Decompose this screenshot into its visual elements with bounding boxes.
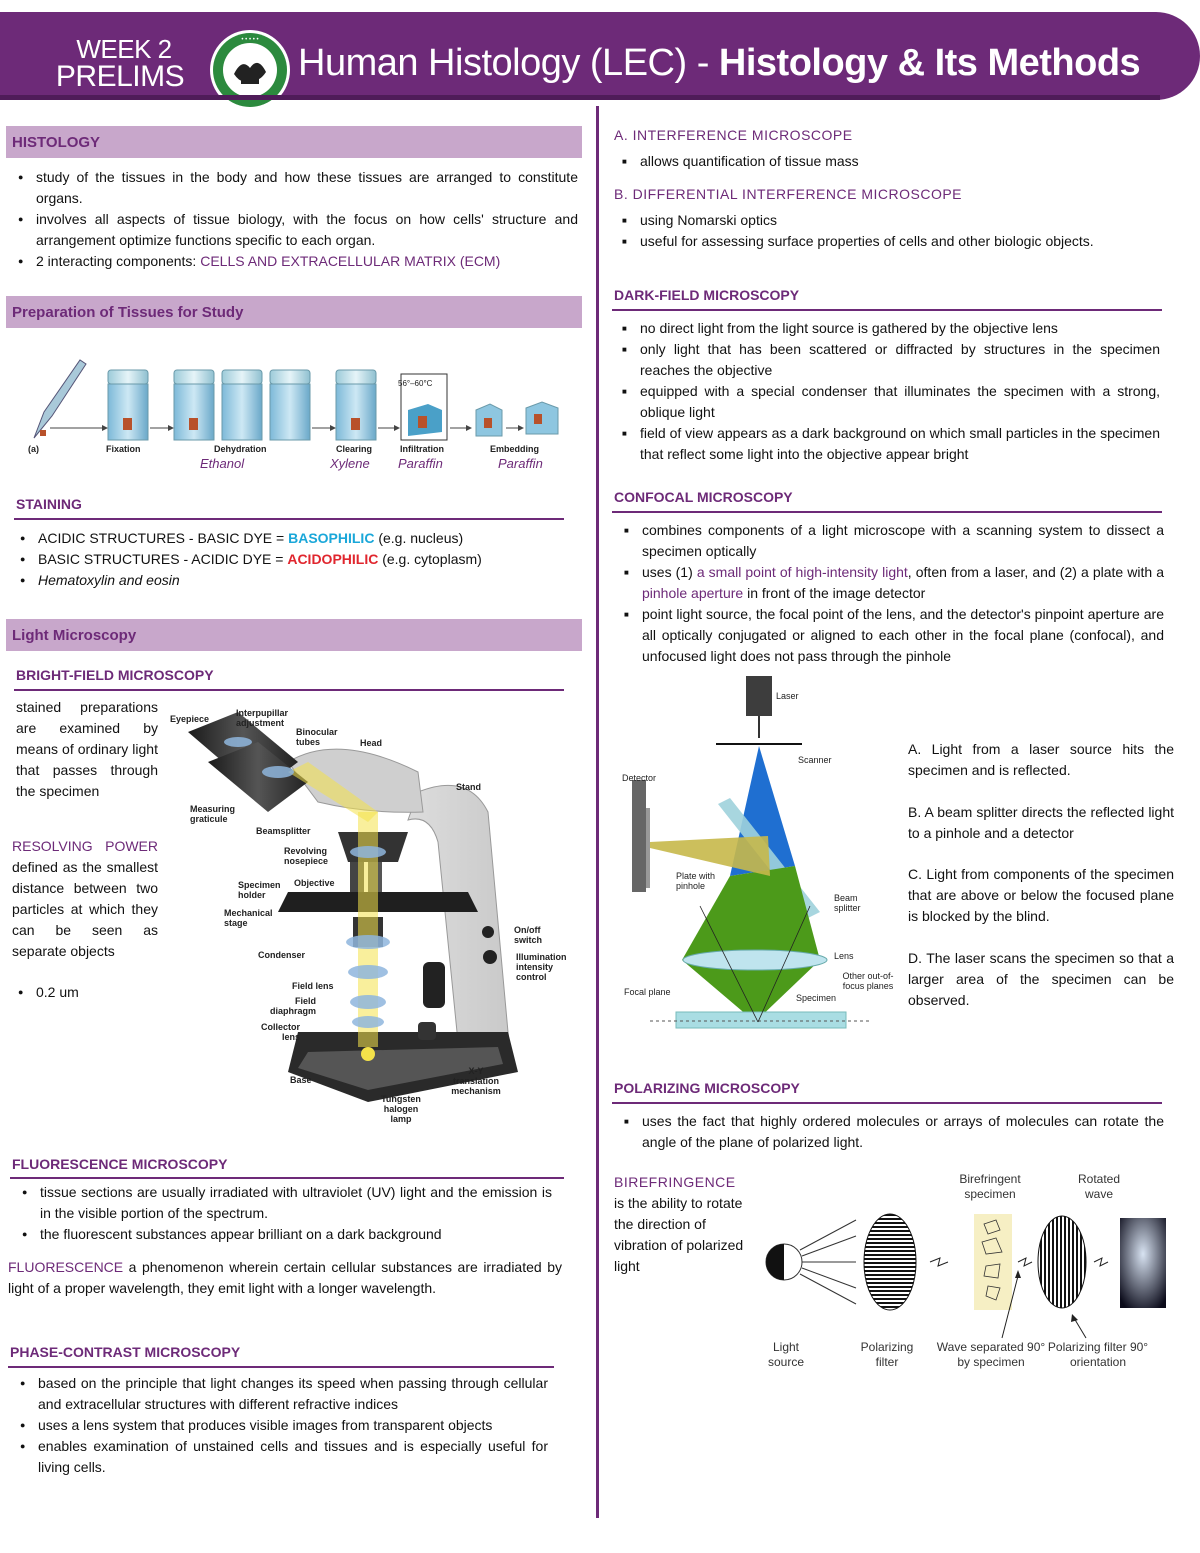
heading-underline (612, 511, 1162, 513)
confocal-list (620, 520, 1164, 667)
diagram-label: Rotated wave (1077, 1172, 1121, 1201)
list-item: ■ allows quantification of tissue mass (618, 151, 1178, 172)
confocal-note-c: C. Light from components of the specimen that are above or below the focused plane is blocked by the blind. (908, 866, 1174, 924)
step-label: Infiltration (400, 444, 444, 454)
microscope-label: Tungsten halogen lamp (381, 1094, 421, 1124)
confocal-heading: CONFOCAL MICROSCOPY (614, 489, 793, 505)
tissue-preparation-figure (20, 352, 580, 452)
clearing-jar (336, 370, 376, 440)
microscope-label: Revolving nosepiece (284, 846, 329, 866)
list-item: ■ point light source, the focal point of the lens, and the detector's pinpoint aperture are all optically conjugated or aligned to each other in the focal plane (confocal), and unfocused light does not pass through the pinhole (620, 604, 1164, 667)
list-item: ● based on the principle that light changes its speed when passing through cellular and extracellular structures with different refractive indices (16, 1373, 548, 1415)
list-item: ■ uses the fact that highly ordered molecules or arrays of molecules can rotate the angle of the plane of polarized light. (620, 1111, 1164, 1153)
polarizing-list (620, 1111, 1164, 1153)
preparation-heading: Preparation of Tissues for Study (6, 296, 582, 328)
microscope-label: Base (290, 1075, 312, 1085)
diagram-label: Polarizing filter (860, 1340, 914, 1369)
step-label: Embedding (490, 444, 539, 454)
list-item: ■ useful for assessing surface properties of cells and other biologic objects. (618, 231, 1178, 252)
microscope-label: Illumination intensity control (516, 952, 567, 982)
dehydration-jars (174, 370, 310, 440)
confocal-note-a: A. Light from a laser source hits the specimen and is reflected. (908, 741, 1174, 778)
diagram-label: Beam splitter (834, 893, 861, 913)
list-item: ● ACIDIC STRUCTURES - BASIC DYE = BASOPHILIC (e.g. nucleus) (16, 528, 576, 549)
microscope-label: Stand (456, 782, 482, 792)
list-item: ● the fluorescent substances appear brilliant on a dark background (18, 1224, 552, 1245)
list-item: ● BASIC STRUCTURES - ACIDIC DYE = ACIDOPHILIC (e.g. cytoplasm) (16, 549, 576, 570)
oven-temperature-label: 56°–60°C (398, 379, 433, 388)
brightfield-description: stained preparations are examined by means of ordinary light that passes through the specimen (16, 699, 158, 799)
list-item: ● 0.2 um (14, 982, 154, 1003)
differential-heading: B. DIFFERENTIAL INTERFERENCE MICROSCOPE (614, 186, 963, 202)
list-item: ■ equipped with a special condenser that illuminates the specimen with a strong, oblique light (618, 381, 1160, 423)
birefringence-definition: BIREFRINGENCE is the ability to rotate the direction of vibration of polarized light (614, 1174, 744, 1274)
heading-underline (8, 1366, 554, 1368)
list-item: ■ combines components of a light microscope with a scanning system to dissect a specimen optically (620, 520, 1164, 562)
list-item: ■ uses (1) a small point of high-intensity light, often from a laser, and (2) a plate with a pinhole aperture in front of the image detector (620, 562, 1164, 604)
brightfield-heading: BRIGHT-FIELD MICROSCOPY (16, 667, 214, 683)
reagent-label: Paraffin (398, 456, 443, 471)
microscope-label: Collector lens (260, 1022, 300, 1042)
interference-heading: A. INTERFERENCE MICROSCOPE (614, 127, 853, 143)
microscope-label: Condenser (258, 950, 306, 960)
svg-text:• • • • •: • • • • • (241, 37, 259, 43)
microscope-label: Field diaphragm (270, 996, 317, 1016)
histology-list (14, 167, 578, 272)
microscope-label: X-Y translation mechanism (451, 1066, 501, 1096)
diagram-label: Scanner (798, 755, 832, 765)
heading-underline (14, 689, 564, 691)
embedding-blocks (476, 402, 558, 436)
diagram-label: Detector (622, 773, 657, 783)
phase-contrast-heading: PHASE-CONTRAST MICROSCOPY (10, 1344, 241, 1360)
university-seal-logo (208, 28, 292, 112)
list-item: ● study of the tissues in the body and how these tissues are arranged to constitute organs. (14, 167, 578, 209)
step-label: Fixation (106, 444, 141, 454)
step-label: Clearing (336, 444, 373, 454)
list-item: ● Hematoxylin and eosin (16, 570, 576, 591)
phase-contrast-list (16, 1373, 548, 1478)
resolving-power-definition: RESOLVING POWER defined as the smallest distance between two particles at which they can be seen as separate objects (12, 838, 158, 959)
list-item: ● tissue sections are usually irradiated with ultraviolet (UV) light and the emission is in the visible portion of the spectrum. (18, 1182, 552, 1224)
staining-heading: STAINING (16, 496, 82, 512)
fixation-jar (108, 370, 148, 440)
staining-list (16, 528, 576, 591)
polarizing-heading: POLARIZING MICROSCOPY (614, 1080, 800, 1096)
differential-list (618, 210, 1178, 252)
week-label: WEEK 2 (76, 34, 172, 64)
diagram-label: Birefringent specimen (959, 1172, 1021, 1201)
diagram-label: Polarizing filter 90° orientation (1047, 1340, 1149, 1369)
list-item: ● involves all aspects of tissue biology, with the focus on how cells' structure and arrangement optimize functions specific to each organ. (14, 209, 578, 251)
diagram-label: Focal plane (624, 987, 671, 997)
reagent-label: Paraffin (498, 456, 543, 471)
diagram-label: Plate with pinhole (676, 871, 716, 891)
microscope-label: Interpupillar adjustment (236, 708, 289, 728)
light-microscopy-heading: Light Microscopy (6, 619, 582, 651)
heading-underline (612, 1102, 1162, 1104)
microscope-label: Field lens (292, 981, 334, 991)
microscope-label: Beamsplitter (256, 826, 311, 836)
microscope-label: On/off switch (514, 925, 543, 945)
list-item: ● uses a lens system that produces visible images from transparent objects (16, 1415, 548, 1436)
microscope-label: Objective (294, 878, 335, 888)
term-label: PRELIMS (55, 60, 185, 93)
heading-underline (10, 1177, 564, 1179)
diagram-label: Specimen (796, 993, 837, 1003)
step-label: Dehydration (214, 444, 267, 454)
list-item: ■ field of view appears as a dark background on which small particles in the specimen that reflect some light into the objective appear bright (618, 423, 1160, 465)
list-item: ■ no direct light from the light source is gathered by the objective lens (618, 318, 1160, 339)
diagram-label: Other out-of-focus planes (842, 971, 894, 991)
column-divider (596, 106, 599, 1518)
microscope-label: Head (360, 738, 383, 748)
heading-underline (612, 309, 1162, 311)
fluorescence-heading: FLUORESCENCE MICROSCOPY (12, 1156, 228, 1172)
fluorescence-definition: FLUORESCENCE a phenomenon wherein certain cellular substances are irradiated by light of a proper wavelength, they emit light with a longer wavelength. (8, 1259, 562, 1296)
darkfield-list (618, 318, 1160, 465)
heading-underline (14, 518, 564, 520)
darkfield-heading: DARK-FIELD MICROSCOPY (614, 287, 800, 303)
microscope-label: Eyepiece (170, 714, 210, 724)
reagent-label: Ethanol (200, 456, 245, 471)
confocal-note-d: D. The laser scans the specimen so that a larger area of the specimen can be observed. (908, 950, 1174, 1008)
list-item: ■ using Nomarski optics (618, 210, 1178, 231)
microscope-label: Binocular tubes (296, 727, 338, 747)
list-item: ● 2 interacting components: CELLS AND EXTRACELLULAR MATRIX (ECM) (14, 251, 578, 272)
diagram-label: Laser (776, 691, 799, 701)
microscope-label: Mechanical stage (224, 908, 273, 928)
histology-heading: HISTOLOGY (6, 126, 582, 158)
diagram-label: Light source (767, 1340, 805, 1369)
microscope-label: Specimen holder (238, 880, 281, 900)
page-header (0, 12, 1200, 100)
diagram-label: Lens (834, 951, 854, 961)
confocal-note-b: B. A beam splitter directs the reflected light to a pinhole and a detector (908, 804, 1174, 841)
page-title: Human Histology (LEC) - Histology & Its Methods (298, 42, 1141, 84)
diagram-label: Wave separated 90° by specimen (936, 1340, 1046, 1369)
reagent-label: Xylene (330, 456, 370, 471)
resolving-power-list (14, 982, 154, 1003)
list-item: ■ only light that has been scattered or diffracted by structures in the specimen reaches the objective (618, 339, 1160, 381)
microscope-label: Measuring graticule (190, 804, 236, 824)
step-label: (a) (28, 444, 39, 454)
list-item: ● enables examination of unstained cells and tissues and is especially useful for living cells. (16, 1436, 548, 1478)
fluorescence-list (18, 1182, 552, 1245)
interference-list (618, 151, 1178, 172)
